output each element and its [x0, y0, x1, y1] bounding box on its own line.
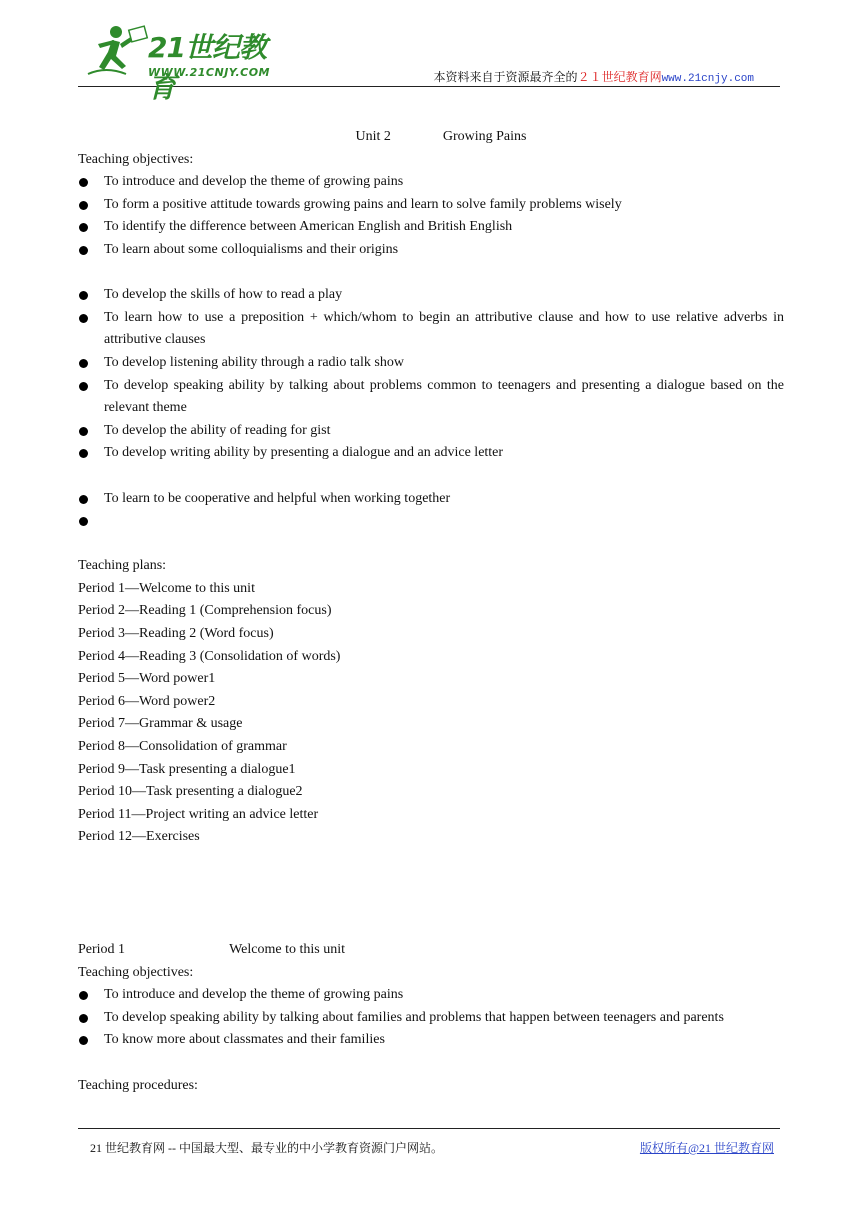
plan-item: Period 10—Task presenting a dialogue2 [78, 784, 303, 800]
bullet-icon [79, 449, 88, 458]
period1-objectives-heading: Teaching objectives: [78, 964, 194, 980]
page-header [78, 20, 780, 104]
bullet-icon [79, 223, 88, 232]
bullet-icon [79, 359, 88, 368]
document-body [78, 126, 784, 1097]
bullet-icon [79, 201, 88, 210]
procedures-heading: Teaching procedures: [78, 1077, 198, 1093]
list-item: To introduce and develop the theme of growing pains [78, 171, 784, 194]
header-note-url[interactable]: www.21cnjy.com [661, 73, 754, 85]
list-item: To learn to be cooperative and helpful when working together [78, 488, 784, 511]
footer-copyright-link[interactable]: 版权所有@21 世纪教育网 [639, 1141, 774, 1155]
bullet-icon [79, 246, 88, 255]
bullet-icon [79, 427, 88, 436]
objectives-list-2 [78, 284, 784, 465]
bullet-icon [79, 1036, 88, 1045]
plan-item: Period 2—Reading 1 (Comprehension focus) [78, 603, 332, 619]
header-note-prefix: 本资料来自于资源最齐全的 [433, 70, 578, 84]
unit-title [78, 126, 784, 149]
footer-site-description: 21 世纪教育网 -- 中国最大型、最专业的中小学教育资源门户网站。 [90, 1141, 443, 1155]
list-item: To know more about classmates and their families [78, 1029, 784, 1052]
list-item: To develop writing ability by presenting a dialogue and an advice letter [78, 442, 784, 465]
objectives-list-3 [78, 488, 784, 533]
list-item: To develop listening ability through a radio talk show [78, 352, 784, 375]
plan-item: Period 12—Exercises [78, 829, 200, 845]
unit-name: Growing Pains [442, 129, 527, 144]
bullet-icon [79, 314, 88, 323]
plan-item: Period 11—Project writing an advice letter [78, 806, 319, 822]
bullet-icon [79, 382, 88, 391]
list-item: To form a positive attitude towards growing pains and learn to solve family problems wisely [78, 194, 784, 217]
list-item: To develop speaking ability by talking about problems common to teenagers and presenting a dialogue based on the relevant theme [78, 375, 784, 420]
plan-item: Period 1—Welcome to this unit [78, 580, 255, 596]
list-item: To learn how to use a preposition + which/whom to begin an attributive clause and how to use relative adverbs in attributive clauses [78, 307, 784, 352]
plans-list [78, 578, 784, 849]
plan-item: Period 3—Reading 2 (Word focus) [78, 626, 274, 642]
objectives-list-1 [78, 171, 784, 261]
bullet-icon [79, 991, 88, 1000]
plan-item: Period 8—Consolidation of grammar [78, 739, 287, 755]
list-item: To introduce and develop the theme of growing pains [78, 984, 784, 1007]
plan-item: Period 4—Reading 3 (Consolidation of words) [78, 648, 341, 664]
logo-wordmark: 21世纪教育 [148, 31, 266, 104]
objectives-heading: Teaching objectives: [78, 151, 194, 167]
header-source-note [434, 68, 754, 85]
bullet-icon [79, 1014, 88, 1023]
period1-objectives-list [78, 984, 784, 1052]
list-item: To identify the difference between American English and British English [78, 216, 784, 239]
bullet-icon [79, 495, 88, 504]
page-footer [78, 1128, 780, 1155]
runner-logo-icon [86, 22, 150, 82]
site-logo[interactable] [86, 22, 286, 104]
list-item-empty [78, 510, 784, 533]
list-item: To learn about some colloquialisms and their origins [78, 239, 784, 262]
list-item: To develop the ability of reading for gist [78, 420, 784, 443]
plan-item: Period 9—Task presenting a dialogue1 [78, 761, 296, 777]
period1-heading [78, 939, 784, 962]
logo-url: WWW.21CNJY.COM [148, 66, 270, 79]
plan-item: Period 6—Word power2 [78, 693, 216, 709]
plan-item: Period 7—Grammar & usage [78, 716, 243, 732]
period1-label: Period 1 [78, 942, 126, 957]
bullet-icon [79, 291, 88, 300]
list-item: To develop the skills of how to read a play [78, 284, 784, 307]
header-note-site: ２１世纪教育网 [577, 70, 662, 84]
period1-title: Welcome to this unit [229, 942, 345, 957]
plans-heading: Teaching plans: [78, 558, 167, 574]
bullet-icon [79, 178, 88, 187]
list-item: To develop speaking ability by talking about families and problems that happen between teenagers and parents [78, 1007, 784, 1030]
unit-number: Unit 2 [355, 129, 391, 144]
bullet-icon [79, 517, 88, 526]
plan-item: Period 5—Word power1 [78, 671, 216, 687]
